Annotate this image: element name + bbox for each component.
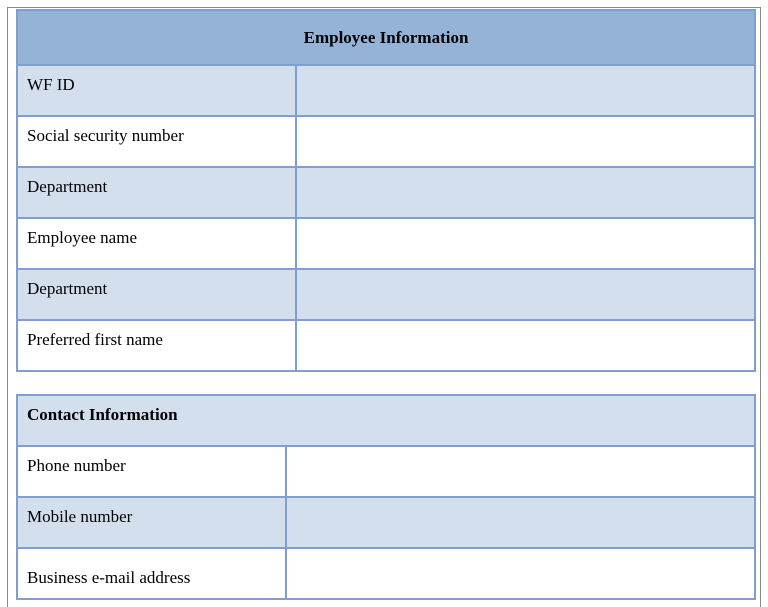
mobile-number-field-cell bbox=[286, 497, 755, 548]
field-label-employee-name: Employee name bbox=[17, 218, 296, 269]
employee-information-form bbox=[16, 9, 756, 372]
phone-number-field-cell bbox=[286, 446, 755, 497]
field-label-mobile-number: Mobile number bbox=[17, 497, 286, 548]
ssn-field[interactable] bbox=[306, 117, 745, 166]
field-label-wf-id: WF ID bbox=[17, 65, 296, 116]
department-2-field[interactable] bbox=[306, 270, 745, 319]
table-row bbox=[17, 446, 755, 497]
form-title: Employee Information bbox=[17, 10, 755, 65]
field-label-department-2: Department bbox=[17, 269, 296, 320]
preferred-first-name-field-cell bbox=[296, 320, 755, 371]
contact-information-form bbox=[16, 394, 756, 600]
field-label-ssn: Social security number bbox=[17, 116, 296, 167]
department-2-field-cell bbox=[296, 269, 755, 320]
department-field-cell bbox=[296, 167, 755, 218]
table-row bbox=[17, 218, 755, 269]
table-row bbox=[17, 548, 755, 599]
table-row bbox=[17, 65, 755, 116]
preferred-first-name-field[interactable] bbox=[306, 321, 745, 370]
table-row bbox=[17, 116, 755, 167]
contact-section-heading: Contact Information bbox=[17, 395, 755, 446]
table-row bbox=[17, 497, 755, 548]
wf-id-field[interactable] bbox=[306, 66, 745, 115]
employee-name-field-cell bbox=[296, 218, 755, 269]
mobile-number-field[interactable] bbox=[296, 498, 745, 547]
wf-id-field-cell bbox=[296, 65, 755, 116]
field-label-department: Department bbox=[17, 167, 296, 218]
business-email-field[interactable] bbox=[296, 549, 745, 598]
department-field[interactable] bbox=[306, 168, 745, 217]
table-row bbox=[17, 269, 755, 320]
business-email-field-cell bbox=[286, 548, 755, 599]
field-label-business-email: Business e-mail address bbox=[17, 548, 286, 599]
field-label-phone-number: Phone number bbox=[17, 446, 286, 497]
table-row bbox=[17, 320, 755, 371]
table-row bbox=[17, 167, 755, 218]
field-label-preferred-first-name: Preferred first name bbox=[17, 320, 296, 371]
phone-number-field[interactable] bbox=[296, 447, 745, 496]
employee-name-field[interactable] bbox=[306, 219, 745, 268]
ssn-field-cell bbox=[296, 116, 755, 167]
